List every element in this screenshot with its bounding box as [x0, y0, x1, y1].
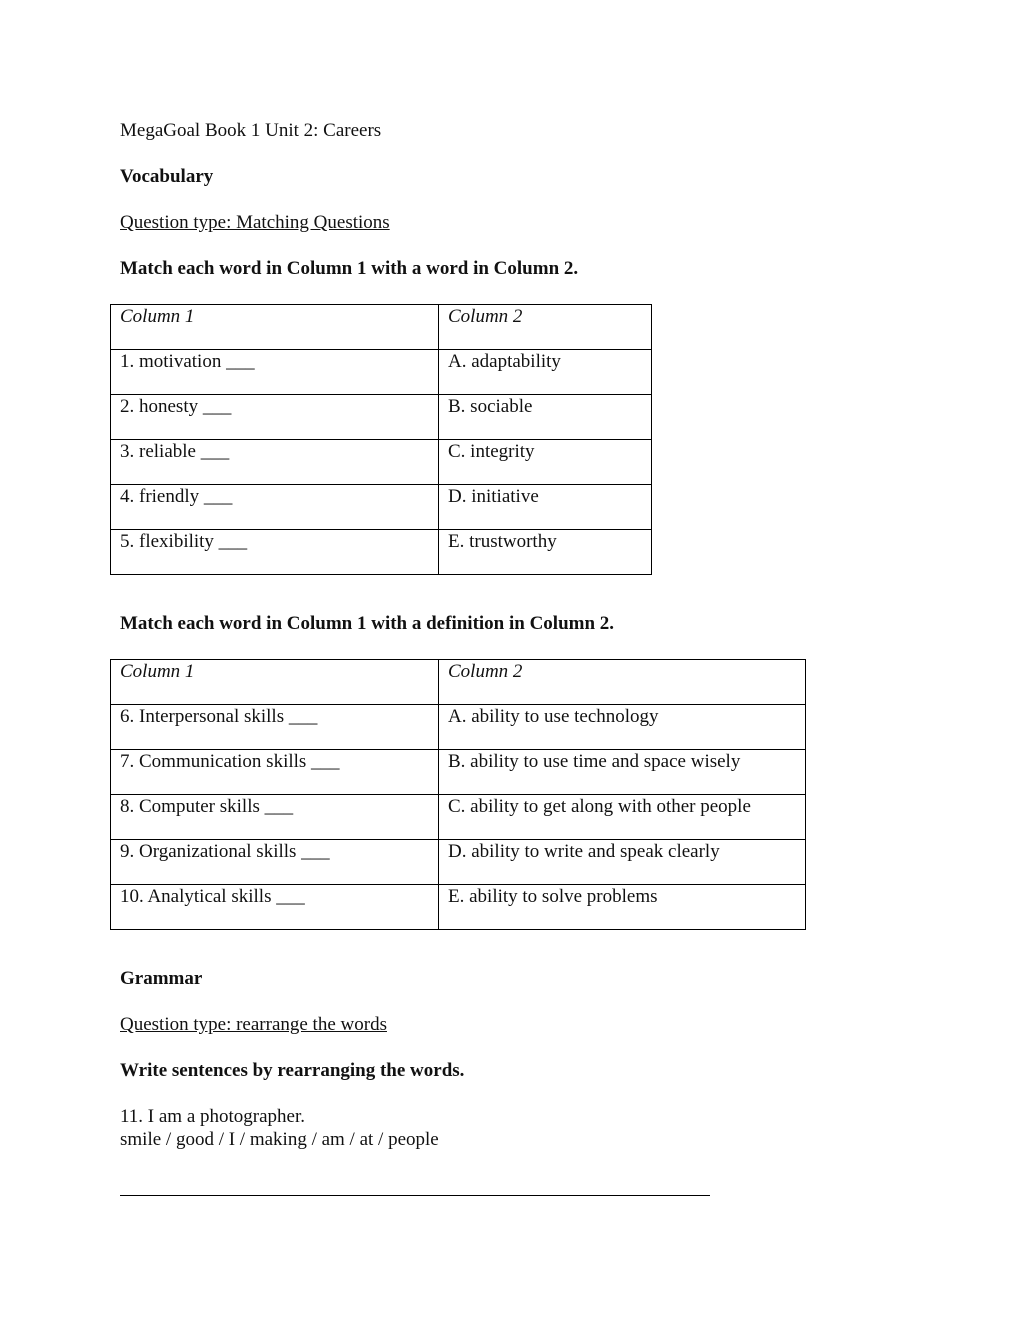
question-11-words: smile / good / I / making / am / at / people: [120, 1129, 439, 1150]
column-2-cell: A. ability to use technology: [439, 705, 806, 750]
column-1-header: Column 1: [111, 660, 439, 705]
document-title: MegaGoal Book 1 Unit 2: Careers: [120, 120, 382, 141]
column-2-cell: B. sociable: [439, 395, 652, 440]
matching-instruction-1: Match each word in Column 1 with a word in Column 2.: [120, 258, 579, 279]
grammar-heading: Grammar: [120, 968, 203, 989]
column-1-cell: 3. reliable ___: [111, 440, 439, 485]
table-row: [111, 530, 652, 575]
column-1-cell: 7. Communication skills ___: [111, 750, 439, 795]
column-1-header: Column 1: [111, 305, 439, 350]
table-header-row: [111, 305, 652, 350]
table-row: [111, 440, 652, 485]
column-2-header: Column 2: [439, 305, 652, 350]
matching-instruction-2: Match each word in Column 1 with a definition in Column 2.: [120, 613, 615, 634]
table-row: [111, 485, 652, 530]
table-row: [111, 885, 806, 930]
column-1-cell: 2. honesty ___: [111, 395, 439, 440]
matching-table-2: [110, 659, 806, 930]
vocabulary-heading: Vocabulary: [120, 166, 214, 187]
table-row: [111, 395, 652, 440]
column-1-cell: 4. friendly ___: [111, 485, 439, 530]
column-2-cell: E. trustworthy: [439, 530, 652, 575]
vocabulary-question-type: Question type: Matching Questions: [120, 212, 390, 233]
rearrange-instruction: Write sentences by rearranging the words.: [120, 1060, 465, 1081]
column-1-cell: 6. Interpersonal skills ___: [111, 705, 439, 750]
question-11-prompt: 11. I am a photographer.: [120, 1106, 306, 1127]
column-1-cell: 10. Analytical skills ___: [111, 885, 439, 930]
column-1-cell: 1. motivation ___: [111, 350, 439, 395]
column-2-cell: E. ability to solve problems: [439, 885, 806, 930]
matching-table-1: [110, 304, 652, 575]
column-1-cell: 9. Organizational skills ___: [111, 840, 439, 885]
column-2-cell: C. ability to get along with other people: [439, 795, 806, 840]
column-2-header: Column 2: [439, 660, 806, 705]
column-2-cell: D. initiative: [439, 485, 652, 530]
table-header-row: [111, 660, 806, 705]
table-row: [111, 705, 806, 750]
answer-line: [120, 1195, 710, 1196]
column-2-cell: D. ability to write and speak clearly: [439, 840, 806, 885]
column-1-cell: 5. flexibility ___: [111, 530, 439, 575]
column-2-cell: B. ability to use time and space wisely: [439, 750, 806, 795]
table-row: [111, 795, 806, 840]
column-2-cell: C. integrity: [439, 440, 652, 485]
table-row: [111, 350, 652, 395]
table-row: [111, 750, 806, 795]
table-row: [111, 840, 806, 885]
grammar-question-type: Question type: rearrange the words: [120, 1014, 387, 1035]
column-2-cell: A. adaptability: [439, 350, 652, 395]
column-1-cell: 8. Computer skills ___: [111, 795, 439, 840]
